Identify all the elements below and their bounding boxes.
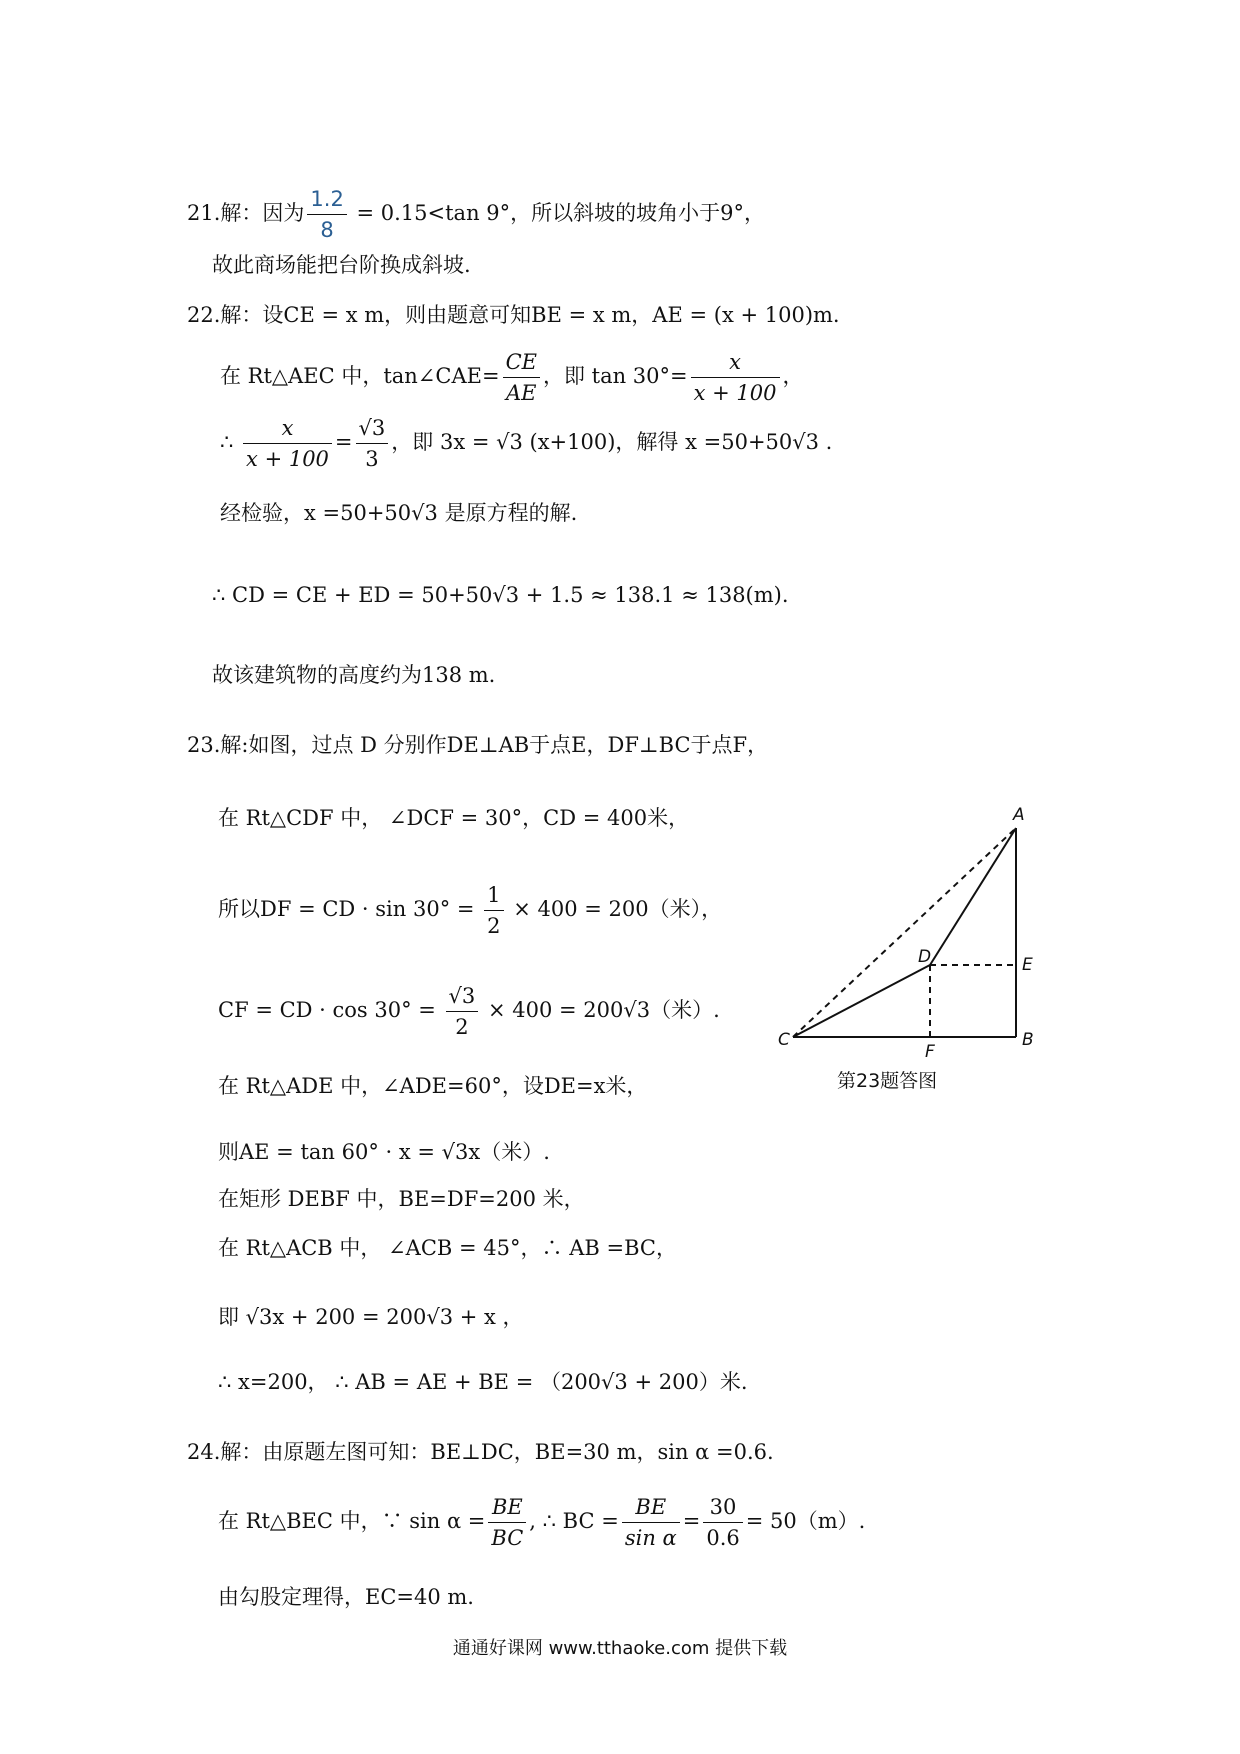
q22-line2: 在 Rt△AEC 中，tan∠CAE= $\frac{CE}{AE}$ ，即 tan 30°= $\frac{x}{x + 100}$ ， <box>220 347 804 408</box>
q22-line3: ∴ $\frac{x}{x + 100}$ = $\frac{√3}{3}$ ，即 3x = √3 (x+100)，解得 x =50+50√3 . <box>220 413 832 474</box>
q23-line5: 在 Rt△ADE 中，∠ADE=60°，设DE=x米， <box>218 1074 648 1098</box>
q21-fraction: $\frac{1.2}{8}$ <box>307 184 346 245</box>
label-B: B <box>1022 1030 1034 1050</box>
q22-line4: 经检验，x =50+50√3 是原方程的解. <box>220 501 578 525</box>
q21-text-a: 21.解：因为 <box>187 201 305 225</box>
line-CD <box>793 965 930 1037</box>
q21-line2: 故此商场能把台阶换成斜坡. <box>212 253 471 277</box>
q23-line4: CF = CD · cos 30° = $\frac{√3}{2}$ × 400 = 200√3（米）. <box>218 981 720 1042</box>
q23-line3: 所以DF = CD · sin 30° = $\frac{1}{2}$ × 400 = 200（米）， <box>218 880 722 941</box>
figure-caption: 第23题答图 <box>837 1070 938 1092</box>
label-A: A <box>1013 805 1025 825</box>
q24-line2: 在 Rt△BEC 中，∵ sin α = $\frac{BE}{BC}$ , ∴ BC = $\frac{BE}{\text{sin α}}$ = $\frac{30}{0.6}$ = 50（m）. <box>218 1492 865 1553</box>
label-D: D <box>918 947 932 967</box>
q23-line8: 在 Rt△ACB 中， ∠ACB = 45°，∴ AB =BC， <box>218 1236 677 1260</box>
q23-line6: 则AE = tan 60° · x = √3x（米）. <box>218 1140 550 1164</box>
q21-line1 <box>187 184 765 245</box>
q23-line7: 在矩形 DEBF 中，BE=DF=200 米， <box>218 1187 585 1211</box>
label-F: F <box>925 1042 935 1062</box>
q23-line2: 在 Rt△CDF 中， ∠DCF = 30°，CD = 400米， <box>218 806 690 830</box>
q23-line9: 即 √3x + 200 = 200√3 + x ， <box>218 1305 524 1329</box>
line-CA-dashed <box>793 828 1016 1037</box>
q24-line1: 24.解：由原题左图可知：BE⊥DC，BE=30 m，sin α =0.6. <box>187 1440 774 1464</box>
q23-line10: ∴ x=200， ∴ AB = AE + BE = （200√3 + 200）米. <box>218 1370 748 1394</box>
q24-line3: 由勾股定理得，EC=40 m. <box>218 1585 474 1609</box>
page-footer: 通通好课网 www.tthaoke.com 提供下载 <box>452 1638 788 1659</box>
q23-line1: 23.解:如图，过点 D 分别作DE⊥AB于点E，DF⊥BC于点F， <box>187 733 769 757</box>
q21-text-b: = 0.15<tan 9°，所以斜坡的坡角小于9°， <box>349 201 765 225</box>
q22-line5: ∴ CD = CE + ED = 50+50√3 + 1.5 ≈ 138.1 ≈ 138(m). <box>212 583 789 607</box>
label-E: E <box>1022 955 1033 975</box>
q22-line1: 22.解：设CE = x m，则由题意可知BE = x m，AE = (x + 100)m. <box>187 303 840 327</box>
line-DA <box>930 828 1016 965</box>
q22-line6: 故该建筑物的高度约为138 m. <box>212 663 496 687</box>
q23-figure <box>770 795 1050 1075</box>
label-C: C <box>778 1030 790 1050</box>
